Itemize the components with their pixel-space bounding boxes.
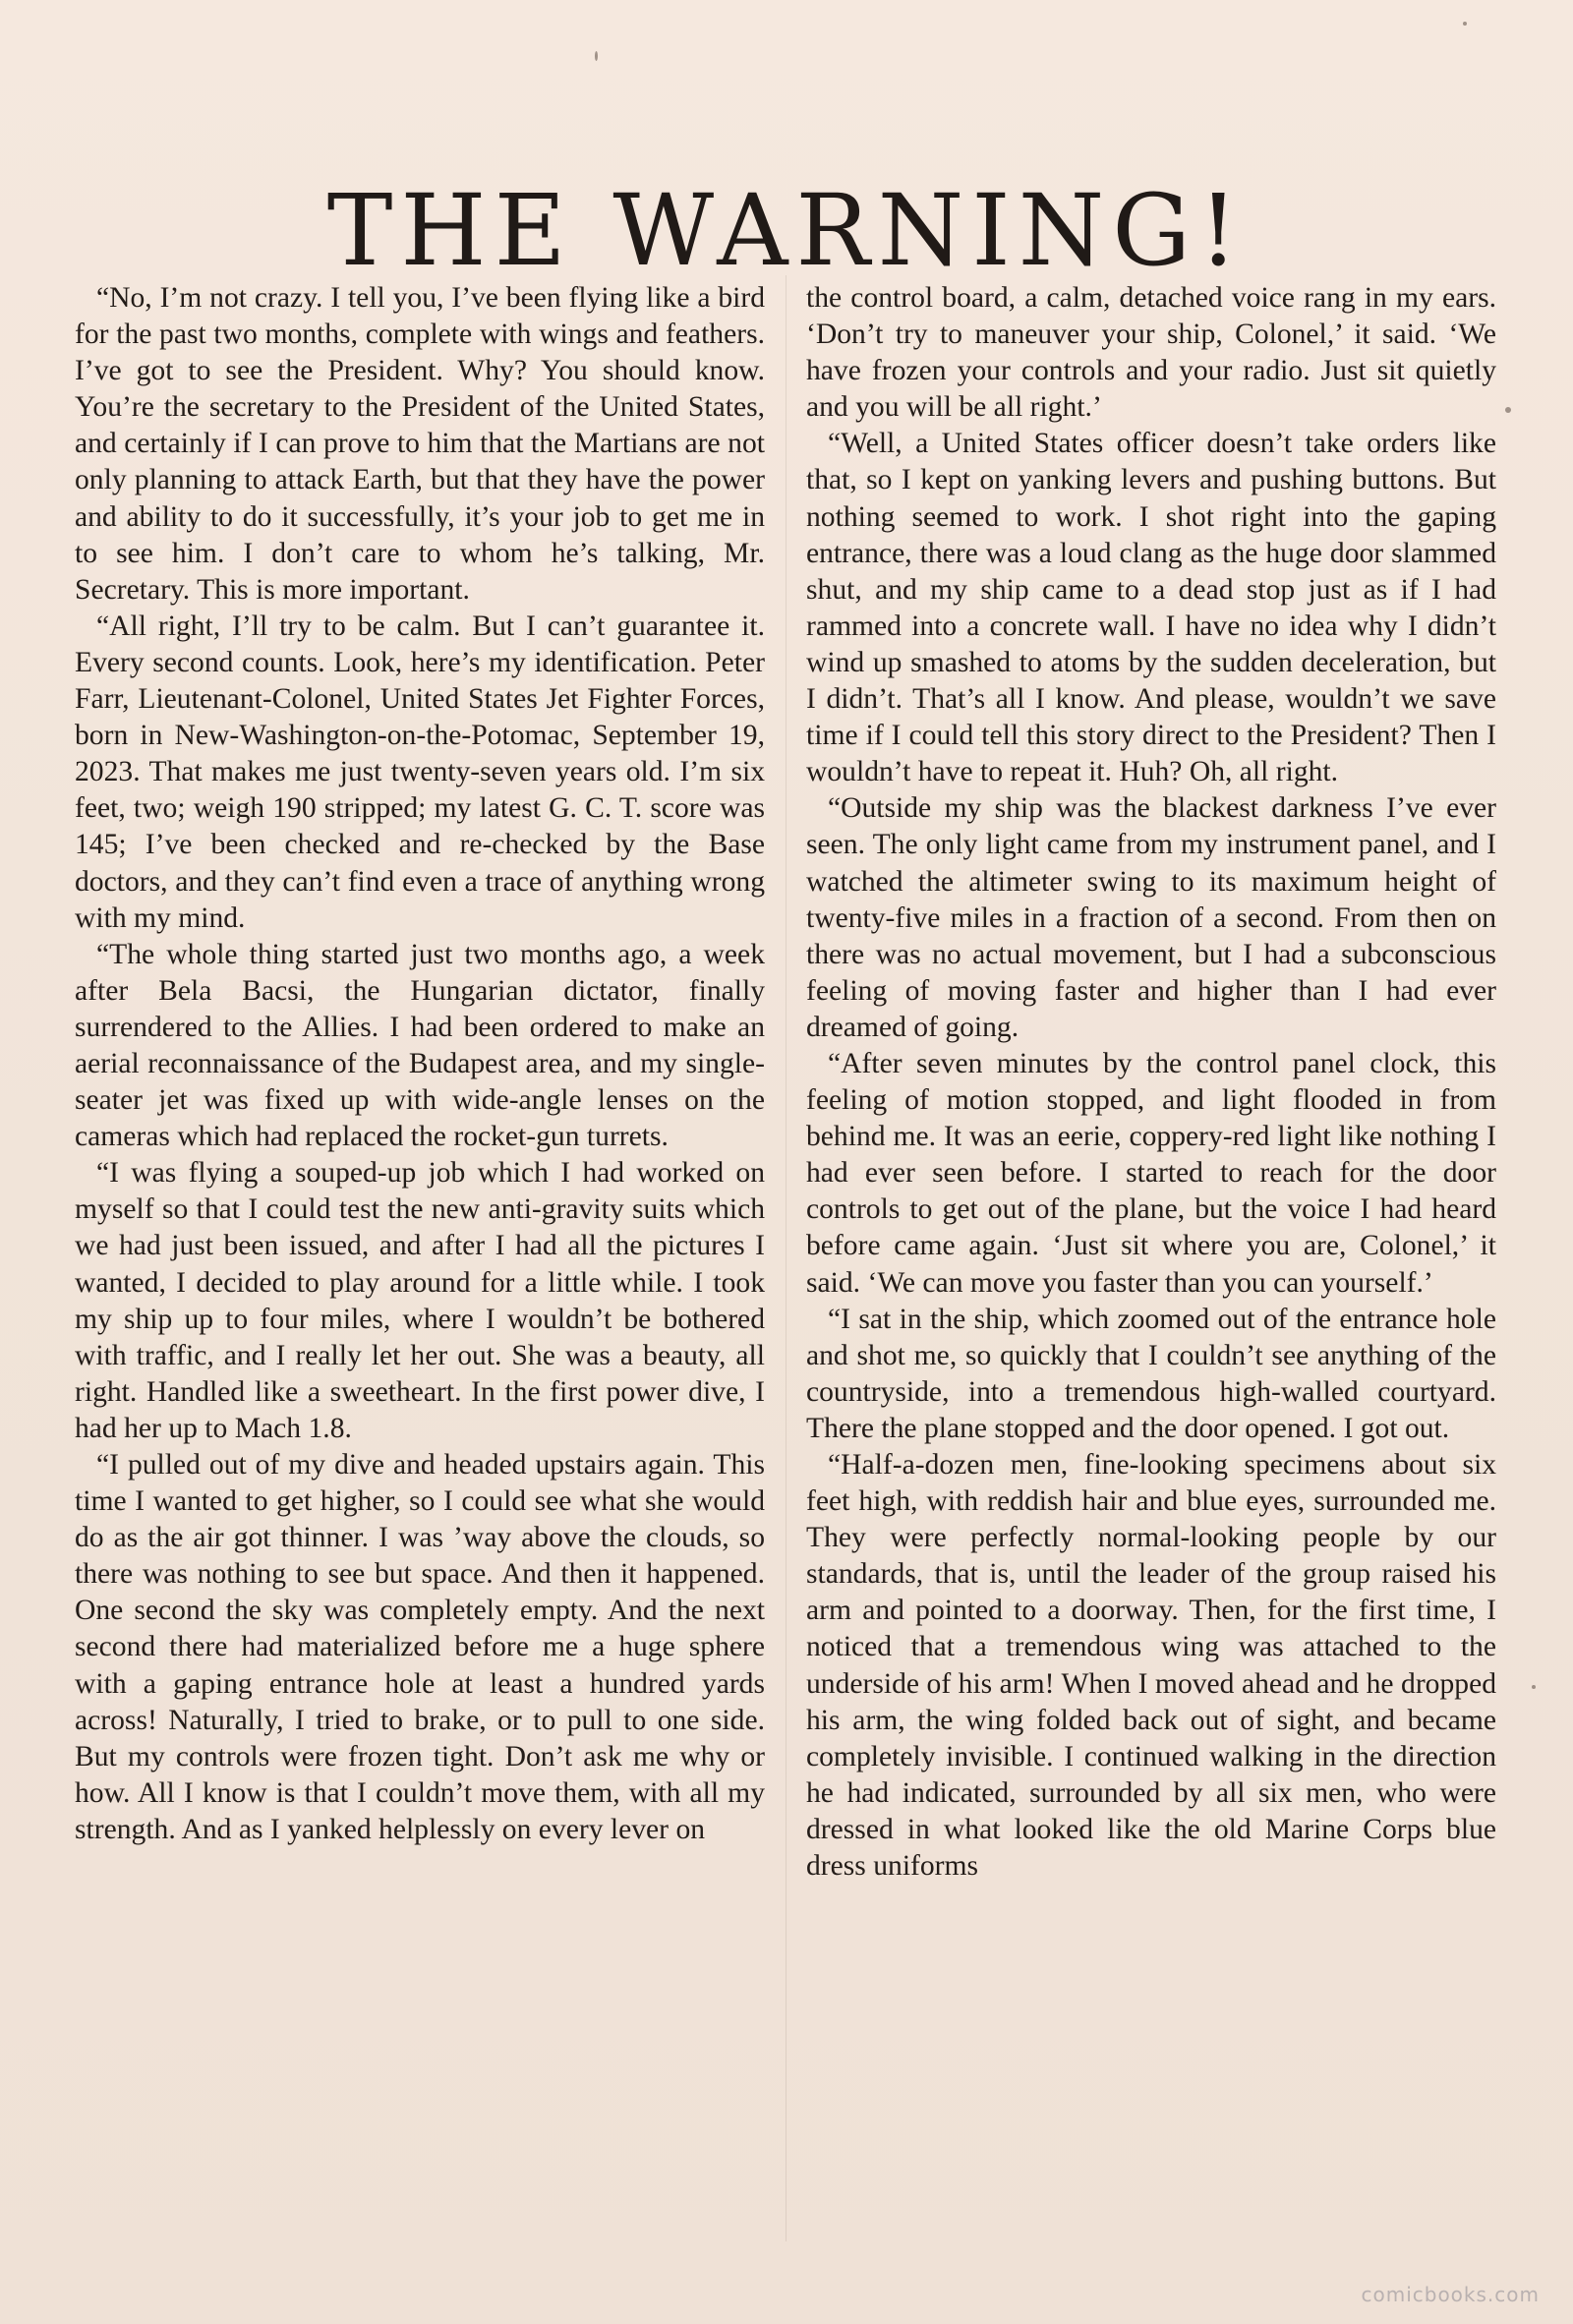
paragraph: “I pulled out of my dive and headed upstairs again. This time I wanted to get higher, so I could see what she would do as the air got thinner. I was ’way above the clouds, so there was nothing to see but space. And then it happened. One second the sky was completely empty. And the next second there had materialized before me a huge sphere with a gaping entrance hole at least a hundred yards across! Naturally, I tried to brake, or to pull to one side. But my controls were frozen tight. Don’t ask me why or how. All I know is that I couldn’t move them, with all my strength. And as I yanked helplessly on every lever on [75, 1449, 765, 1845]
ink-speck [1505, 407, 1511, 413]
right-column [806, 280, 1496, 1885]
paragraph: “All right, I’ll try to be calm. But I can’t guarantee it. Every second counts. Look, here’s my identification. Peter Farr, Lieutenant-Colonel, United States Jet Fighter Forces, born in New-Washington-on-the-Potomac, September 19, 2023. That makes me just twenty-seven years old. I’m six feet, two; weigh 190 stripped; my latest G. C. T. score was 145; I’ve been checked and re-checked by the Base doctors, and they can’t find even a trace of anything wrong with my mind. [75, 610, 765, 934]
paragraph: “No, I’m not crazy. I tell you, I’ve been flying like a bird for the past two months, complete with wings and feathers. I’ve got to see the President. Why? You should know. You’re the secretary to the President of the United States, and certainly if I can prove to him that the Martians are not only planning to attack Earth, but that they have the power and ability to do it successfully, it’s your job to get me in to see him. I don’t care to whom he’s talking, Mr. Secretary. This is more important. [75, 282, 765, 606]
paragraph: “The whole thing started just two months ago, a week after Bela Bacsi, the Hungarian dictator, finally surrendered to the Allies. I had been ordered to make an aerial reconnaissance of the Budapest area, and my single-seater jet was fixed up with wide-angle lenses on the cameras which had replaced the rocket-gun turrets. [75, 938, 765, 1153]
paragraph: “Outside my ship was the blackest darkness I’ve ever seen. The only light came from my instrument panel, and I watched the altimeter swing to its maximum height of twenty-five miles in a fraction of a second. From then on there was no actual movement, but I had a subconscious feeling of moving faster and higher than I had ever dreamed of going. [806, 792, 1496, 1043]
ink-speck [1532, 1685, 1536, 1689]
paragraph: the control board, a calm, detached voice rang in my ears. ‘Don’t try to maneuver your ship, Colonel,’ it said. ‘We have frozen your controls and your radio. Just sit quietly and you will be all right.’ [806, 282, 1496, 424]
ink-speck [595, 51, 598, 61]
paragraph: “I was flying a souped-up job which I had worked on myself so that I could test the new anti-gravity suits which we had just been issued, and after I had all the pictures I wanted, I decided to play around for a little while. I took my ship up to four miles, where I wouldn’t be bothered with traffic, and I really let her out. She was a beauty, all right. Handled like a sweetheart. In the first power dive, I had her up to Mach 1.8. [75, 1157, 765, 1444]
ink-speck [1463, 22, 1467, 26]
paragraph: “Half-a-dozen men, fine-looking specimens about six feet high, with reddish hair and blue eyes, surrounded me. They were perfectly normal-looking people by our standards, that is, until the leader of the group raised his arm and pointed to a doorway. Then, for the first time, I noticed that a tremendous wing was attached to the underside of his arm! When I moved ahead and he dropped his arm, the wing folded back out of sight, and became completely invisible. I continued walking in the direction he had indicated, surrounded by all six men, who were dressed in what looked like the old Marine Corps blue dress uniforms [806, 1449, 1496, 1883]
paragraph: “After seven minutes by the control panel clock, this feeling of motion stopped, and light flooded in from behind me. It was an eerie, coppery-red light like nothing I had ever seen before. I started to reach for the door controls to get out of the plane, but the voice I had heard before came again. ‘Just sit where you are, Colonel,’ it said. ‘We can move you faster than you can yourself.’ [806, 1047, 1496, 1299]
paragraph: “Well, a United States officer doesn’t take orders like that, so I kept on yanking levers and pushing buttons. But nothing seemed to work. I shot right into the gaping entrance, there was a loud clang as the huge door slammed shut, and my ship came to a dead stop just as if I had rammed into a concrete wall. I have no idea why I didn’t wind up smashed to atoms by the sudden deceleration, but I didn’t. That’s all I know. And please, wouldn’t we save time if I could tell this story direct to the President? Then I wouldn’t have to repeat it. Huh? Oh, all right. [806, 428, 1496, 788]
left-column [75, 280, 765, 1848]
paragraph: “I sat in the ship, which zoomed out of the entrance hole and shot me, so quickly that I couldn’t see anything of the countryside, into a tremendous high-walled courtyard. There the plane stopped and the door opened. I got out. [806, 1303, 1496, 1444]
story-title: THE WARNING! [326, 173, 1247, 288]
site-watermark: comicbooks.com [1361, 2283, 1540, 2306]
